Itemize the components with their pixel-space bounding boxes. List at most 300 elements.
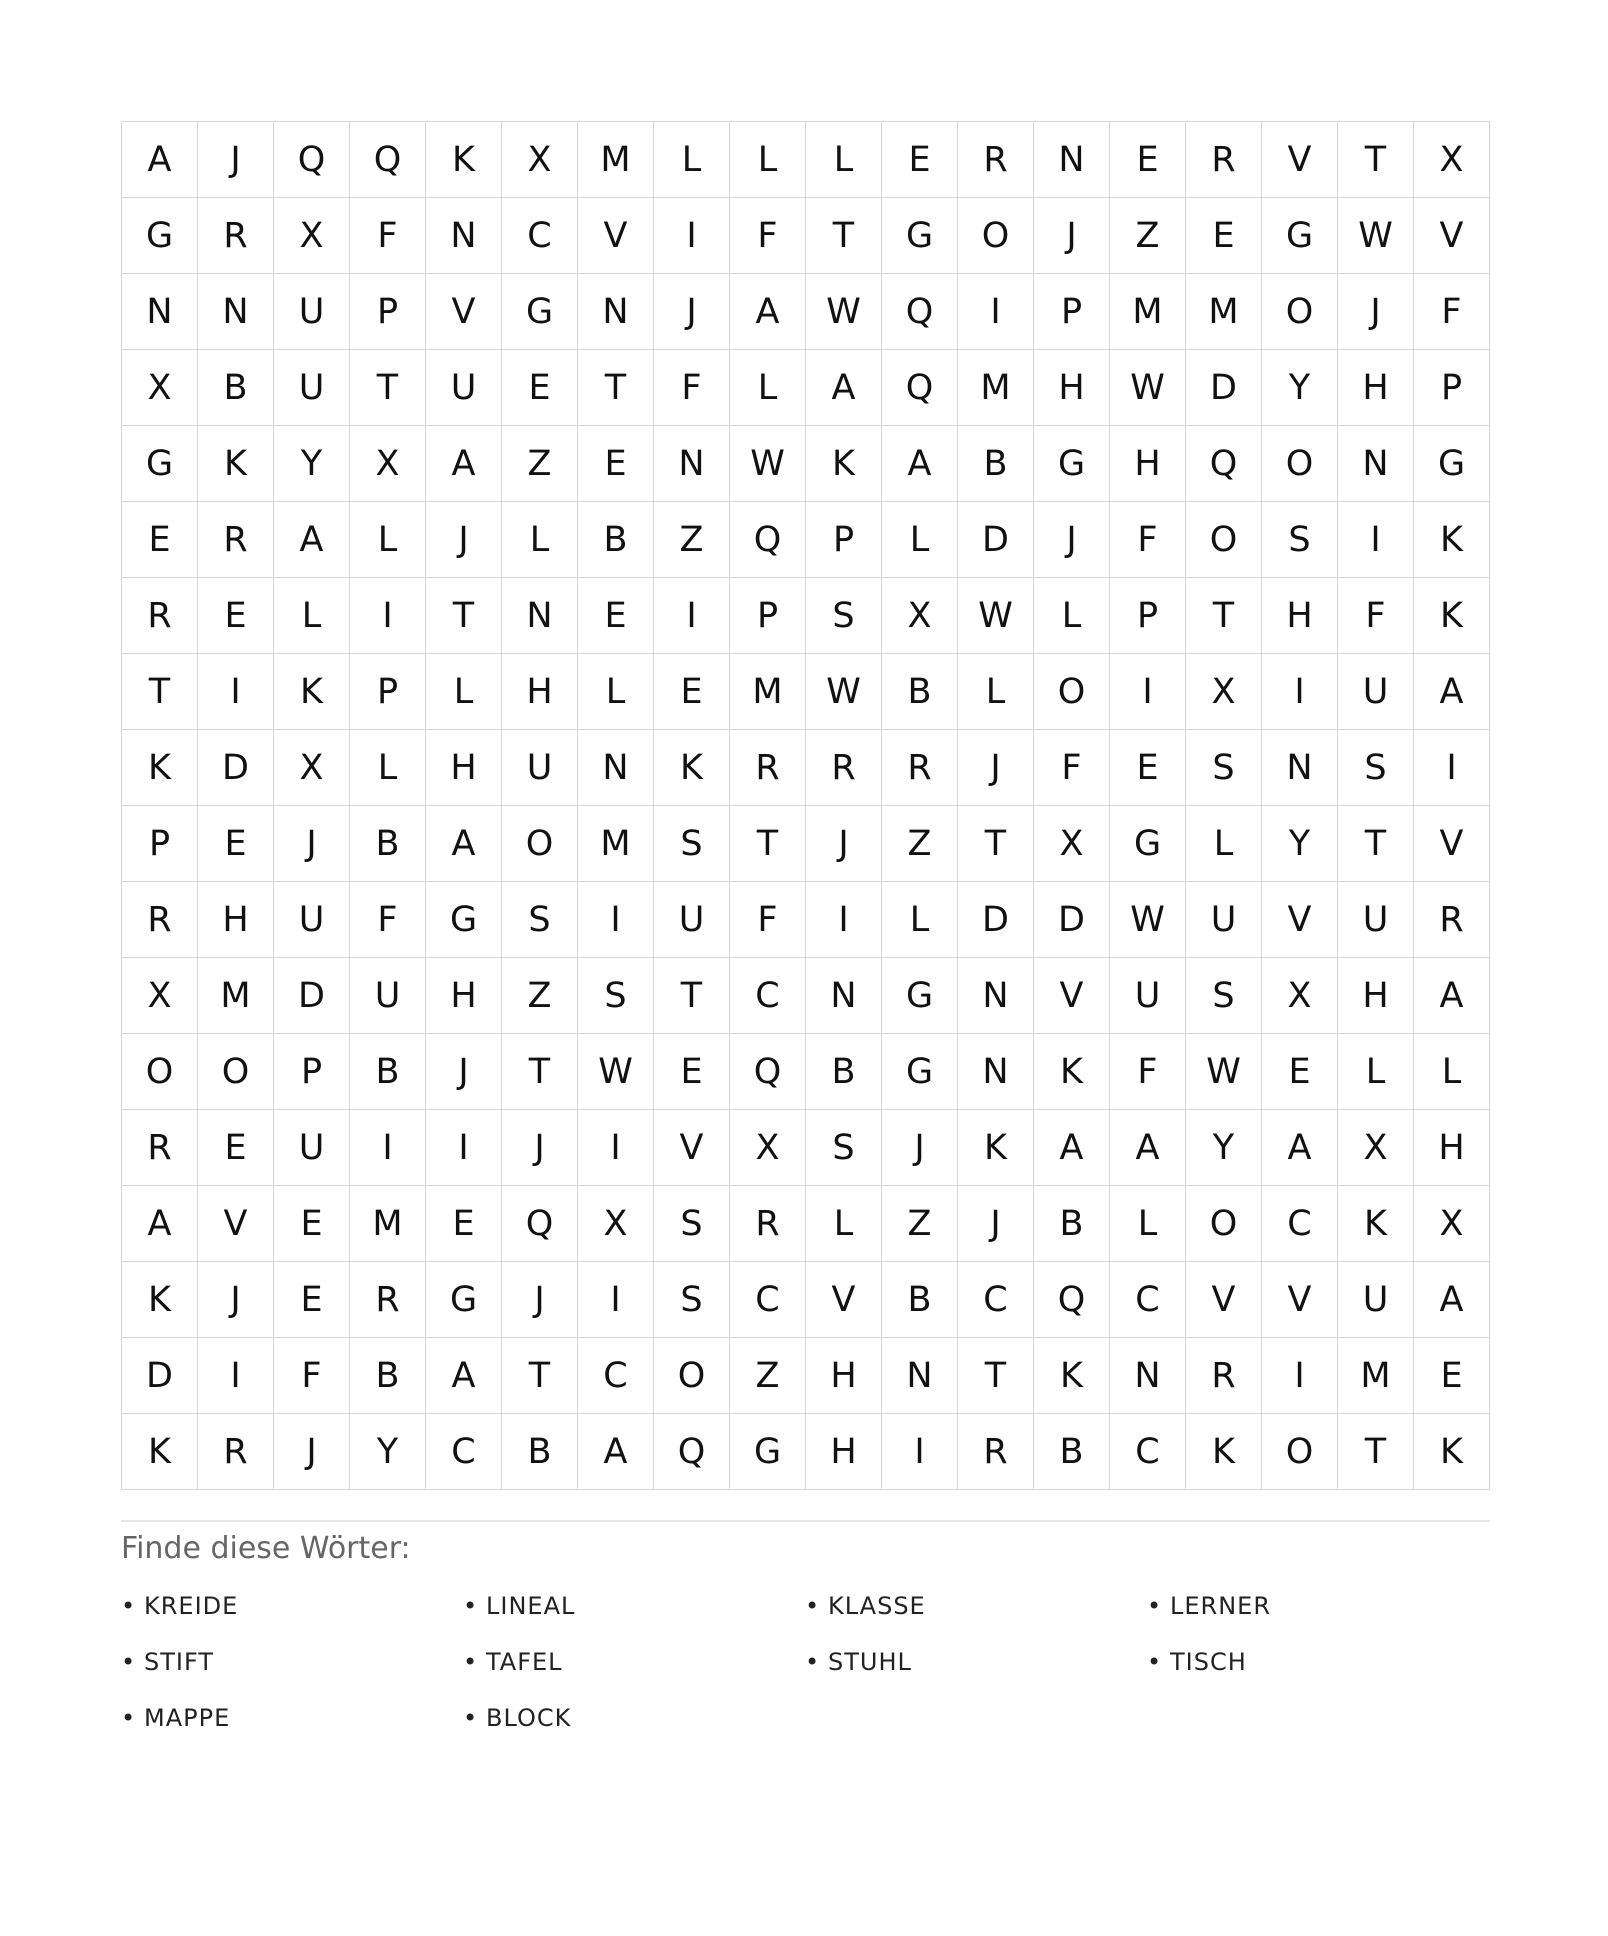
grid-cell[interactable]: T [1186, 578, 1262, 654]
grid-cell[interactable]: K [426, 122, 502, 198]
grid-cell[interactable]: X [122, 350, 198, 426]
grid-cell[interactable]: Z [882, 1186, 958, 1262]
grid-cell[interactable]: E [502, 350, 578, 426]
grid-cell[interactable]: H [1034, 350, 1110, 426]
grid-cell[interactable]: E [198, 806, 274, 882]
grid-cell[interactable]: W [1110, 882, 1186, 958]
grid-cell[interactable]: G [1110, 806, 1186, 882]
grid-cell[interactable]: Q [350, 122, 426, 198]
grid-cell[interactable]: V [1414, 806, 1490, 882]
grid-cell[interactable]: D [958, 502, 1034, 578]
grid-cell[interactable]: N [1262, 730, 1338, 806]
grid-cell[interactable]: L [426, 654, 502, 730]
grid-cell[interactable]: Z [1110, 198, 1186, 274]
grid-cell[interactable]: B [1034, 1414, 1110, 1490]
grid-cell[interactable]: R [958, 1414, 1034, 1490]
grid-cell[interactable]: P [350, 274, 426, 350]
grid-cell[interactable]: E [1110, 122, 1186, 198]
grid-cell[interactable]: J [502, 1110, 578, 1186]
grid-cell[interactable]: L [882, 502, 958, 578]
grid-cell[interactable]: C [578, 1338, 654, 1414]
grid-cell[interactable]: W [806, 654, 882, 730]
grid-cell[interactable]: K [122, 730, 198, 806]
grid-cell[interactable]: U [274, 350, 350, 426]
grid-cell[interactable]: N [806, 958, 882, 1034]
grid-cell[interactable]: S [654, 806, 730, 882]
grid-cell[interactable]: I [1338, 502, 1414, 578]
grid-cell[interactable]: A [882, 426, 958, 502]
grid-cell[interactable]: C [1262, 1186, 1338, 1262]
grid-cell[interactable]: X [274, 198, 350, 274]
grid-cell[interactable]: K [958, 1110, 1034, 1186]
grid-cell[interactable]: E [198, 1110, 274, 1186]
grid-cell[interactable]: G [1034, 426, 1110, 502]
grid-cell[interactable]: N [1110, 1338, 1186, 1414]
grid-cell[interactable]: H [426, 958, 502, 1034]
grid-cell[interactable]: M [198, 958, 274, 1034]
grid-cell[interactable]: Q [1034, 1262, 1110, 1338]
grid-cell[interactable]: I [578, 1262, 654, 1338]
grid-cell[interactable]: U [654, 882, 730, 958]
grid-cell[interactable]: J [274, 806, 350, 882]
grid-cell[interactable]: Y [1262, 806, 1338, 882]
grid-cell[interactable]: E [1110, 730, 1186, 806]
grid-cell[interactable]: B [350, 806, 426, 882]
grid-cell[interactable]: E [198, 578, 274, 654]
grid-cell[interactable]: D [1186, 350, 1262, 426]
grid-cell[interactable]: D [1034, 882, 1110, 958]
grid-cell[interactable]: G [122, 426, 198, 502]
grid-cell[interactable]: G [502, 274, 578, 350]
grid-cell[interactable]: B [882, 1262, 958, 1338]
grid-cell[interactable]: M [1186, 274, 1262, 350]
grid-cell[interactable]: P [730, 578, 806, 654]
grid-cell[interactable]: L [882, 882, 958, 958]
grid-cell[interactable]: S [1186, 730, 1262, 806]
grid-cell[interactable]: N [198, 274, 274, 350]
grid-cell[interactable]: E [122, 502, 198, 578]
grid-cell[interactable]: W [1110, 350, 1186, 426]
grid-cell[interactable]: P [1034, 274, 1110, 350]
grid-cell[interactable]: K [198, 426, 274, 502]
grid-cell[interactable]: B [502, 1414, 578, 1490]
grid-cell[interactable]: R [730, 730, 806, 806]
grid-cell[interactable]: J [958, 730, 1034, 806]
grid-cell[interactable]: S [1186, 958, 1262, 1034]
grid-cell[interactable]: A [1110, 1110, 1186, 1186]
grid-cell[interactable]: F [1414, 274, 1490, 350]
grid-cell[interactable]: U [1110, 958, 1186, 1034]
grid-cell[interactable]: X [350, 426, 426, 502]
grid-cell[interactable]: K [1186, 1414, 1262, 1490]
grid-cell[interactable]: A [806, 350, 882, 426]
grid-cell[interactable]: L [1186, 806, 1262, 882]
grid-cell[interactable]: R [730, 1186, 806, 1262]
grid-cell[interactable]: Y [274, 426, 350, 502]
grid-cell[interactable]: J [1034, 502, 1110, 578]
grid-cell[interactable]: Y [1186, 1110, 1262, 1186]
grid-cell[interactable]: R [198, 198, 274, 274]
grid-cell[interactable]: R [122, 578, 198, 654]
grid-cell[interactable]: X [1034, 806, 1110, 882]
grid-cell[interactable]: B [958, 426, 1034, 502]
grid-cell[interactable]: M [1338, 1338, 1414, 1414]
grid-cell[interactable]: Y [350, 1414, 426, 1490]
grid-cell[interactable]: Q [882, 350, 958, 426]
grid-cell[interactable]: U [1338, 882, 1414, 958]
grid-cell[interactable]: C [426, 1414, 502, 1490]
grid-cell[interactable]: X [1338, 1110, 1414, 1186]
grid-cell[interactable]: T [806, 198, 882, 274]
grid-cell[interactable]: R [122, 1110, 198, 1186]
grid-cell[interactable]: G [122, 198, 198, 274]
grid-cell[interactable]: T [654, 958, 730, 1034]
grid-cell[interactable]: Q [730, 502, 806, 578]
grid-cell[interactable]: H [1338, 350, 1414, 426]
grid-cell[interactable]: R [1186, 122, 1262, 198]
grid-cell[interactable]: V [1262, 1262, 1338, 1338]
grid-cell[interactable]: R [958, 122, 1034, 198]
grid-cell[interactable]: G [882, 958, 958, 1034]
grid-cell[interactable]: I [1414, 730, 1490, 806]
grid-cell[interactable]: N [958, 1034, 1034, 1110]
grid-cell[interactable]: B [578, 502, 654, 578]
grid-cell[interactable]: A [1414, 1262, 1490, 1338]
grid-cell[interactable]: J [806, 806, 882, 882]
grid-cell[interactable]: H [806, 1414, 882, 1490]
grid-cell[interactable]: L [578, 654, 654, 730]
grid-cell[interactable]: H [198, 882, 274, 958]
grid-cell[interactable]: M [1110, 274, 1186, 350]
grid-cell[interactable]: C [958, 1262, 1034, 1338]
grid-cell[interactable]: T [122, 654, 198, 730]
grid-cell[interactable]: T [1338, 806, 1414, 882]
grid-cell[interactable]: H [806, 1338, 882, 1414]
grid-cell[interactable]: N [578, 730, 654, 806]
grid-cell[interactable]: X [1414, 1186, 1490, 1262]
grid-cell[interactable]: L [958, 654, 1034, 730]
grid-cell[interactable]: Y [1262, 350, 1338, 426]
grid-cell[interactable]: K [122, 1414, 198, 1490]
grid-cell[interactable]: B [882, 654, 958, 730]
grid-cell[interactable]: K [806, 426, 882, 502]
grid-cell[interactable]: L [1414, 1034, 1490, 1110]
grid-cell[interactable]: I [654, 198, 730, 274]
grid-cell[interactable]: A [578, 1414, 654, 1490]
grid-cell[interactable]: Q [654, 1414, 730, 1490]
grid-cell[interactable]: I [882, 1414, 958, 1490]
grid-cell[interactable]: Q [882, 274, 958, 350]
grid-cell[interactable]: I [350, 578, 426, 654]
grid-cell[interactable]: E [1262, 1034, 1338, 1110]
grid-cell[interactable]: E [882, 122, 958, 198]
grid-cell[interactable]: Q [502, 1186, 578, 1262]
grid-cell[interactable]: F [1338, 578, 1414, 654]
grid-cell[interactable]: X [730, 1110, 806, 1186]
grid-cell[interactable]: A [1034, 1110, 1110, 1186]
grid-cell[interactable]: D [958, 882, 1034, 958]
grid-cell[interactable]: M [958, 350, 1034, 426]
grid-cell[interactable]: B [806, 1034, 882, 1110]
grid-cell[interactable]: F [350, 882, 426, 958]
grid-cell[interactable]: A [1262, 1110, 1338, 1186]
grid-cell[interactable]: X [578, 1186, 654, 1262]
grid-cell[interactable]: S [806, 578, 882, 654]
grid-cell[interactable]: I [958, 274, 1034, 350]
grid-cell[interactable]: L [502, 502, 578, 578]
grid-cell[interactable]: F [274, 1338, 350, 1414]
grid-cell[interactable]: F [350, 198, 426, 274]
grid-cell[interactable]: G [882, 1034, 958, 1110]
grid-cell[interactable]: H [1414, 1110, 1490, 1186]
grid-cell[interactable]: J [502, 1262, 578, 1338]
grid-cell[interactable]: I [578, 882, 654, 958]
grid-cell[interactable]: K [1414, 578, 1490, 654]
grid-cell[interactable]: Z [654, 502, 730, 578]
grid-cell[interactable]: R [198, 1414, 274, 1490]
grid-cell[interactable]: X [122, 958, 198, 1034]
grid-cell[interactable]: A [426, 1338, 502, 1414]
grid-cell[interactable]: A [426, 426, 502, 502]
grid-cell[interactable]: L [730, 122, 806, 198]
grid-cell[interactable]: B [350, 1338, 426, 1414]
grid-cell[interactable]: I [1110, 654, 1186, 730]
grid-cell[interactable]: K [1034, 1338, 1110, 1414]
grid-cell[interactable]: F [1034, 730, 1110, 806]
grid-cell[interactable]: G [730, 1414, 806, 1490]
grid-cell[interactable]: H [1110, 426, 1186, 502]
grid-cell[interactable]: C [1110, 1262, 1186, 1338]
grid-cell[interactable]: M [730, 654, 806, 730]
grid-cell[interactable]: E [578, 426, 654, 502]
grid-cell[interactable]: S [1338, 730, 1414, 806]
grid-cell[interactable]: Q [1186, 426, 1262, 502]
grid-cell[interactable]: P [350, 654, 426, 730]
grid-cell[interactable]: N [882, 1338, 958, 1414]
grid-cell[interactable]: R [1186, 1338, 1262, 1414]
grid-cell[interactable]: Z [882, 806, 958, 882]
grid-cell[interactable]: A [274, 502, 350, 578]
grid-cell[interactable]: F [654, 350, 730, 426]
grid-cell[interactable]: A [1414, 654, 1490, 730]
grid-cell[interactable]: A [1414, 958, 1490, 1034]
grid-cell[interactable]: F [730, 198, 806, 274]
grid-cell[interactable]: G [426, 882, 502, 958]
grid-cell[interactable]: G [882, 198, 958, 274]
grid-cell[interactable]: L [654, 122, 730, 198]
grid-cell[interactable]: I [198, 654, 274, 730]
grid-cell[interactable]: P [806, 502, 882, 578]
grid-cell[interactable]: T [578, 350, 654, 426]
grid-cell[interactable]: T [730, 806, 806, 882]
grid-cell[interactable]: W [1338, 198, 1414, 274]
grid-cell[interactable]: P [274, 1034, 350, 1110]
grid-cell[interactable]: X [882, 578, 958, 654]
grid-cell[interactable]: K [1034, 1034, 1110, 1110]
grid-cell[interactable]: J [426, 1034, 502, 1110]
grid-cell[interactable]: J [654, 274, 730, 350]
grid-cell[interactable]: F [730, 882, 806, 958]
grid-cell[interactable]: T [958, 806, 1034, 882]
grid-cell[interactable]: U [502, 730, 578, 806]
grid-cell[interactable]: P [1110, 578, 1186, 654]
grid-cell[interactable]: S [806, 1110, 882, 1186]
grid-cell[interactable]: V [1034, 958, 1110, 1034]
grid-cell[interactable]: K [274, 654, 350, 730]
grid-cell[interactable]: L [1338, 1034, 1414, 1110]
grid-cell[interactable]: A [122, 1186, 198, 1262]
grid-cell[interactable]: O [1034, 654, 1110, 730]
grid-cell[interactable]: D [198, 730, 274, 806]
grid-cell[interactable]: E [274, 1186, 350, 1262]
grid-cell[interactable]: C [730, 958, 806, 1034]
grid-cell[interactable]: E [1186, 198, 1262, 274]
grid-cell[interactable]: C [1110, 1414, 1186, 1490]
grid-cell[interactable]: X [1262, 958, 1338, 1034]
grid-cell[interactable]: W [578, 1034, 654, 1110]
grid-cell[interactable]: P [122, 806, 198, 882]
grid-cell[interactable]: H [426, 730, 502, 806]
grid-cell[interactable]: K [1414, 1414, 1490, 1490]
grid-cell[interactable]: O [654, 1338, 730, 1414]
grid-cell[interactable]: J [1034, 198, 1110, 274]
grid-cell[interactable]: F [1110, 502, 1186, 578]
grid-cell[interactable]: G [426, 1262, 502, 1338]
grid-cell[interactable]: V [654, 1110, 730, 1186]
grid-cell[interactable]: L [1110, 1186, 1186, 1262]
grid-cell[interactable]: O [958, 198, 1034, 274]
grid-cell[interactable]: J [1338, 274, 1414, 350]
grid-cell[interactable]: M [350, 1186, 426, 1262]
grid-cell[interactable]: T [1338, 122, 1414, 198]
grid-cell[interactable]: I [350, 1110, 426, 1186]
grid-cell[interactable]: V [426, 274, 502, 350]
grid-cell[interactable]: X [1414, 122, 1490, 198]
grid-cell[interactable]: T [350, 350, 426, 426]
grid-cell[interactable]: B [350, 1034, 426, 1110]
grid-cell[interactable]: P [1414, 350, 1490, 426]
grid-cell[interactable]: E [654, 654, 730, 730]
grid-cell[interactable]: Z [502, 426, 578, 502]
grid-cell[interactable]: U [274, 274, 350, 350]
grid-cell[interactable]: E [426, 1186, 502, 1262]
grid-cell[interactable]: T [958, 1338, 1034, 1414]
grid-cell[interactable]: A [122, 122, 198, 198]
grid-cell[interactable]: V [578, 198, 654, 274]
grid-cell[interactable]: O [502, 806, 578, 882]
grid-cell[interactable]: U [350, 958, 426, 1034]
grid-cell[interactable]: E [1414, 1338, 1490, 1414]
grid-cell[interactable]: L [806, 122, 882, 198]
grid-cell[interactable]: J [958, 1186, 1034, 1262]
grid-cell[interactable]: K [1338, 1186, 1414, 1262]
grid-cell[interactable]: U [274, 1110, 350, 1186]
grid-cell[interactable]: W [730, 426, 806, 502]
grid-cell[interactable]: S [502, 882, 578, 958]
grid-cell[interactable]: W [958, 578, 1034, 654]
grid-cell[interactable]: B [198, 350, 274, 426]
grid-cell[interactable]: L [350, 730, 426, 806]
grid-cell[interactable]: O [1262, 1414, 1338, 1490]
grid-cell[interactable]: O [1262, 274, 1338, 350]
grid-cell[interactable]: E [578, 578, 654, 654]
grid-cell[interactable]: L [350, 502, 426, 578]
grid-cell[interactable]: J [274, 1414, 350, 1490]
grid-cell[interactable]: K [654, 730, 730, 806]
grid-cell[interactable]: V [1186, 1262, 1262, 1338]
grid-cell[interactable]: O [1186, 1186, 1262, 1262]
grid-cell[interactable]: Z [730, 1338, 806, 1414]
grid-cell[interactable]: S [1262, 502, 1338, 578]
grid-cell[interactable]: Z [502, 958, 578, 1034]
grid-cell[interactable]: G [1262, 198, 1338, 274]
grid-cell[interactable]: R [882, 730, 958, 806]
grid-cell[interactable]: X [274, 730, 350, 806]
grid-cell[interactable]: U [274, 882, 350, 958]
grid-cell[interactable]: T [1338, 1414, 1414, 1490]
grid-cell[interactable]: U [426, 350, 502, 426]
grid-cell[interactable]: H [502, 654, 578, 730]
grid-cell[interactable]: E [654, 1034, 730, 1110]
grid-cell[interactable]: N [426, 198, 502, 274]
grid-cell[interactable]: O [122, 1034, 198, 1110]
grid-cell[interactable]: Q [274, 122, 350, 198]
grid-cell[interactable]: N [502, 578, 578, 654]
grid-cell[interactable]: K [1414, 502, 1490, 578]
grid-cell[interactable]: V [1262, 882, 1338, 958]
grid-cell[interactable]: E [274, 1262, 350, 1338]
grid-cell[interactable]: V [1414, 198, 1490, 274]
grid-cell[interactable]: S [654, 1186, 730, 1262]
grid-cell[interactable]: A [426, 806, 502, 882]
grid-cell[interactable]: F [1110, 1034, 1186, 1110]
grid-cell[interactable]: C [502, 198, 578, 274]
grid-cell[interactable]: J [198, 1262, 274, 1338]
grid-cell[interactable]: W [1186, 1034, 1262, 1110]
grid-cell[interactable]: I [806, 882, 882, 958]
grid-cell[interactable]: H [1338, 958, 1414, 1034]
grid-cell[interactable]: D [274, 958, 350, 1034]
grid-cell[interactable]: R [122, 882, 198, 958]
grid-cell[interactable]: Q [730, 1034, 806, 1110]
grid-cell[interactable]: S [578, 958, 654, 1034]
grid-cell[interactable]: O [198, 1034, 274, 1110]
grid-cell[interactable]: A [730, 274, 806, 350]
grid-cell[interactable]: B [1034, 1186, 1110, 1262]
grid-cell[interactable]: M [578, 806, 654, 882]
grid-cell[interactable]: U [1338, 1262, 1414, 1338]
grid-cell[interactable]: I [1262, 1338, 1338, 1414]
grid-cell[interactable]: J [198, 122, 274, 198]
grid-cell[interactable]: T [502, 1034, 578, 1110]
grid-cell[interactable]: X [502, 122, 578, 198]
grid-cell[interactable]: R [350, 1262, 426, 1338]
grid-cell[interactable]: T [426, 578, 502, 654]
grid-cell[interactable]: U [1186, 882, 1262, 958]
grid-cell[interactable]: R [806, 730, 882, 806]
grid-cell[interactable]: D [122, 1338, 198, 1414]
grid-cell[interactable]: M [578, 122, 654, 198]
grid-cell[interactable]: N [1034, 122, 1110, 198]
grid-cell[interactable]: S [654, 1262, 730, 1338]
grid-cell[interactable]: I [654, 578, 730, 654]
grid-cell[interactable]: N [1338, 426, 1414, 502]
grid-cell[interactable]: N [122, 274, 198, 350]
grid-cell[interactable]: G [1414, 426, 1490, 502]
grid-cell[interactable]: I [578, 1110, 654, 1186]
grid-cell[interactable]: O [1186, 502, 1262, 578]
grid-cell[interactable]: X [1186, 654, 1262, 730]
